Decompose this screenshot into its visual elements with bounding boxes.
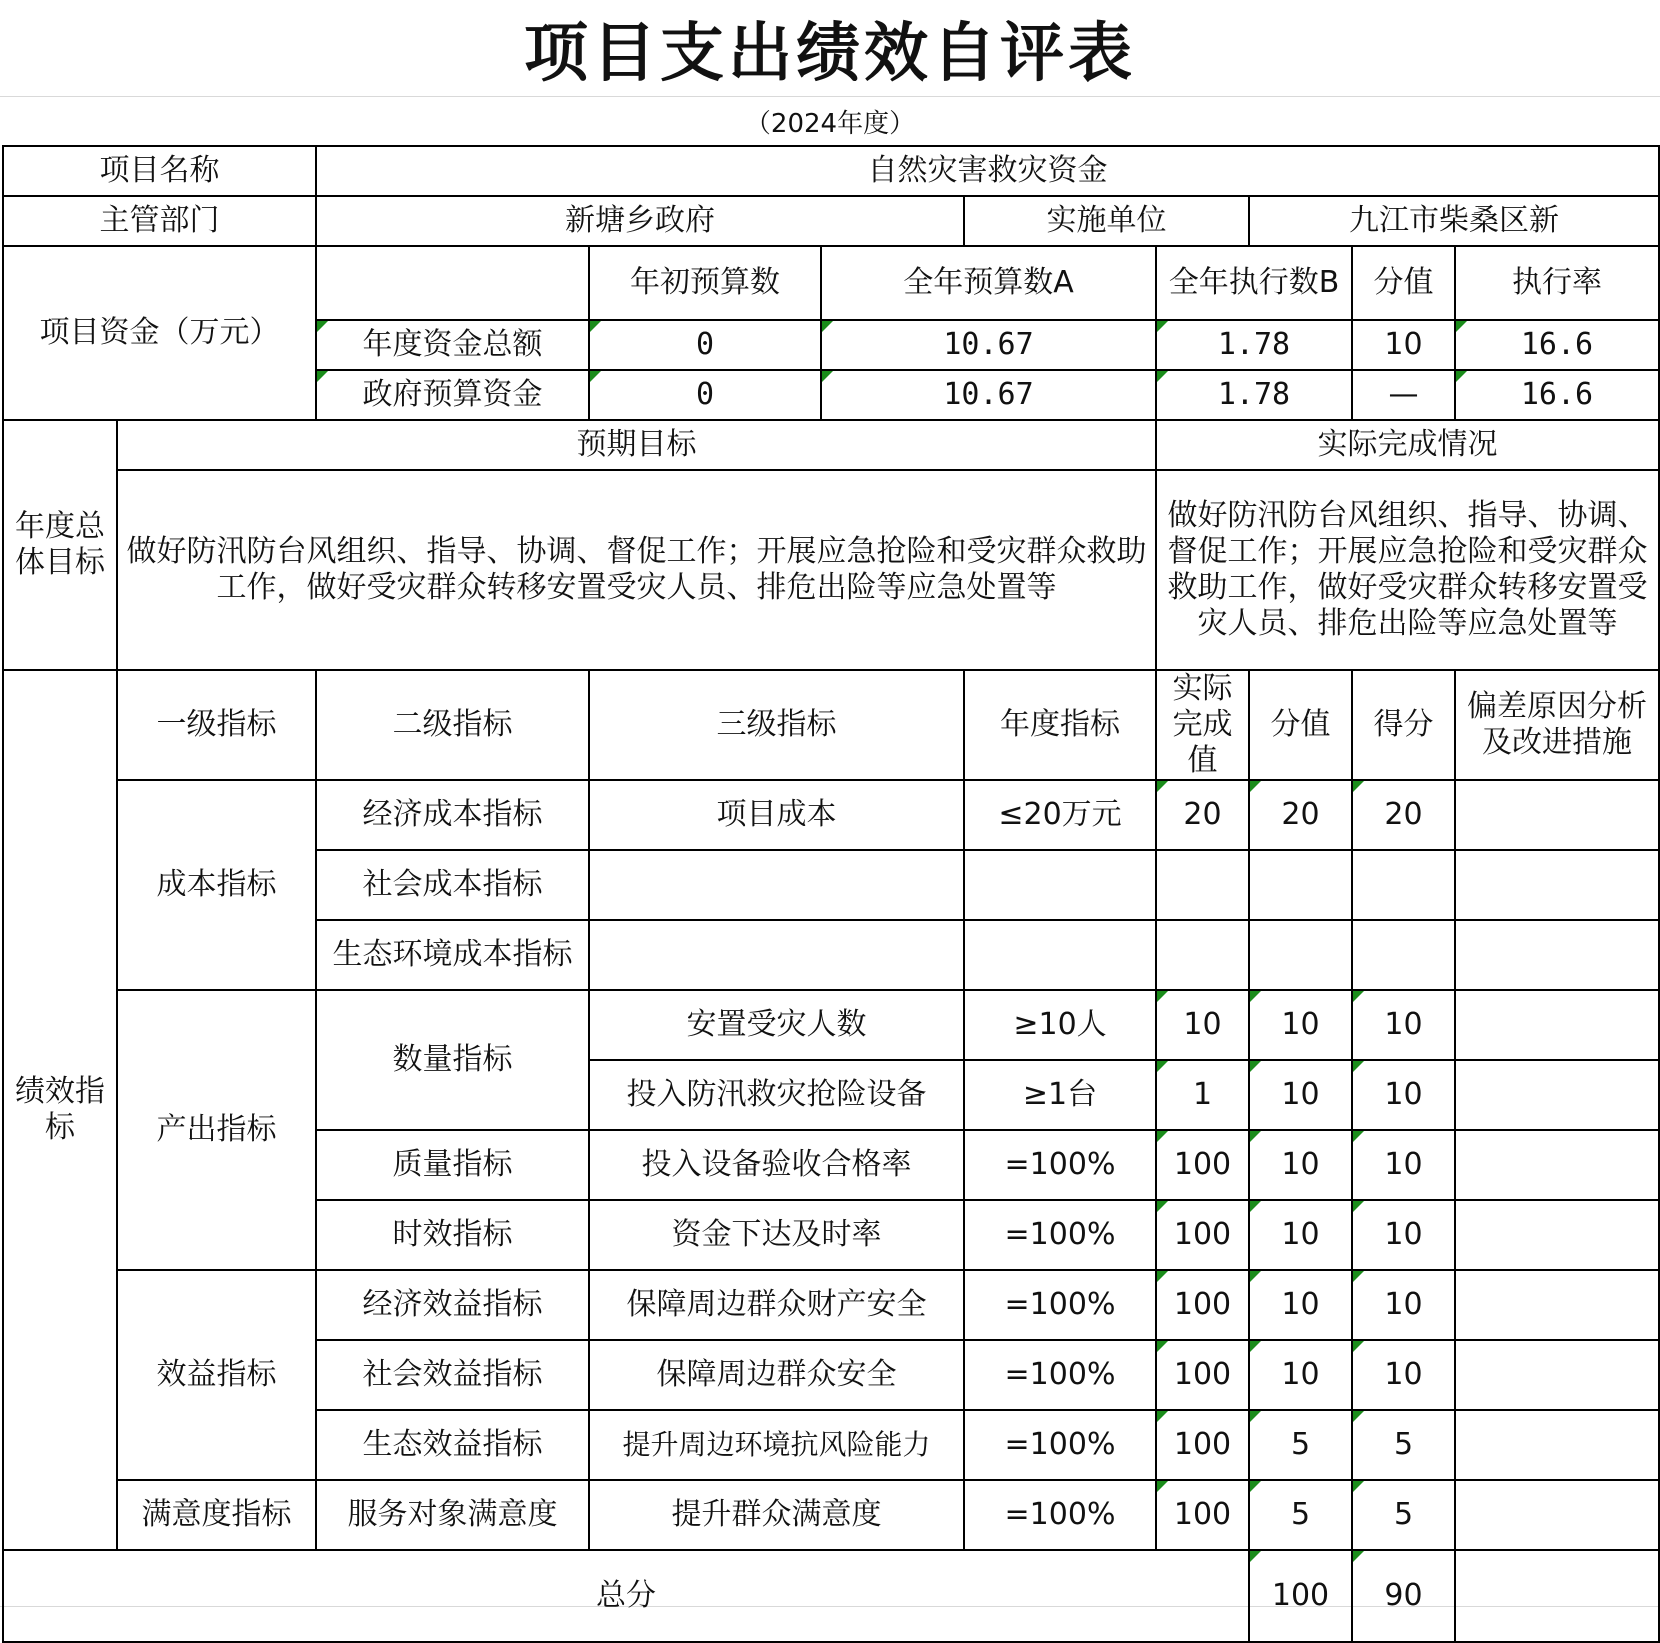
level3-cell[interactable]: 投入防汛救灾抢险设备 — [589, 1060, 964, 1130]
level2-cell[interactable]: 服务对象满意度 — [316, 1480, 589, 1550]
group-cost: 成本指标 — [117, 780, 316, 990]
level2-cell[interactable]: 生态环境成本指标 — [316, 920, 589, 990]
note-cell[interactable] — [1455, 1340, 1659, 1410]
fund-header-rate: 执行率 — [1455, 246, 1659, 320]
level2-cell[interactable]: 生态效益指标 — [316, 1410, 589, 1480]
impl-label: 实施单位 — [964, 196, 1249, 246]
note-cell[interactable] — [1455, 780, 1659, 850]
level2-cell[interactable]: 经济效益指标 — [316, 1270, 589, 1340]
note-cell[interactable] — [1455, 990, 1659, 1060]
fund-rate-cell[interactable]: 16.6 — [1455, 370, 1659, 420]
level2-cell[interactable]: 社会效益指标 — [316, 1340, 589, 1410]
header-score-value: 分值 — [1249, 670, 1352, 780]
note-cell[interactable] — [1455, 1130, 1659, 1200]
target-cell[interactable]: ≥1台 — [964, 1060, 1156, 1130]
note-cell[interactable] — [1455, 850, 1659, 920]
header-level2: 二级指标 — [316, 670, 589, 780]
level3-cell[interactable] — [589, 920, 964, 990]
level3-cell[interactable]: 提升群众满意度 — [589, 1480, 964, 1550]
page-title: 项目支出绩效自评表 — [524, 16, 1136, 91]
total-label: 总分 — [3, 1550, 1249, 1642]
perf-header-row — [3, 670, 1659, 780]
score-cell[interactable]: 10 — [1352, 1060, 1455, 1130]
score-cell[interactable]: 5 — [1352, 1410, 1455, 1480]
target-cell[interactable] — [964, 920, 1156, 990]
fund-score-value-cell[interactable]: — — [1352, 370, 1455, 420]
actual-cell[interactable]: 20 — [1156, 780, 1249, 850]
total-score[interactable]: 90 — [1352, 1550, 1455, 1642]
note-cell[interactable] — [1455, 920, 1659, 990]
level3-cell[interactable]: 资金下达及时率 — [589, 1200, 964, 1270]
score-value-cell[interactable]: 10 — [1249, 1340, 1352, 1410]
score-cell[interactable]: 20 — [1352, 780, 1455, 850]
fund-rate-cell[interactable]: 16.6 — [1455, 320, 1659, 370]
perf-label: 绩效指标 — [3, 670, 117, 1550]
actual-cell[interactable]: 1 — [1156, 1060, 1249, 1130]
score-cell[interactable]: 10 — [1352, 1270, 1455, 1340]
perf-row — [3, 1270, 1659, 1340]
target-cell[interactable]: =100% — [964, 1130, 1156, 1200]
score-value-cell[interactable]: 5 — [1249, 1410, 1352, 1480]
score-cell[interactable]: 10 — [1352, 1200, 1455, 1270]
evaluation-table — [2, 145, 1660, 1643]
target-cell[interactable] — [964, 850, 1156, 920]
expected-goal-header: 预期目标 — [117, 420, 1156, 470]
note-cell[interactable] — [1455, 1410, 1659, 1480]
score-value-cell[interactable]: 10 — [1249, 1130, 1352, 1200]
fund-header-row — [3, 246, 1659, 320]
score-value-cell[interactable]: 5 — [1249, 1480, 1352, 1550]
target-cell[interactable]: =100% — [964, 1270, 1156, 1340]
dept-value[interactable]: 新塘乡政府 — [316, 196, 964, 246]
project-name-row — [3, 146, 1659, 196]
target-cell[interactable]: =100% — [964, 1410, 1156, 1480]
header-target: 年度指标 — [964, 670, 1156, 780]
group-benefit: 效益指标 — [117, 1270, 316, 1480]
project-name-label: 项目名称 — [3, 146, 316, 196]
score-cell[interactable]: 10 — [1352, 1130, 1455, 1200]
score-value-cell[interactable]: 10 — [1249, 990, 1352, 1060]
level2-cell[interactable]: 质量指标 — [316, 1130, 589, 1200]
note-cell[interactable] — [1455, 1060, 1659, 1130]
actual-cell[interactable] — [1156, 850, 1249, 920]
fund-annual-cell[interactable]: 10.67 — [821, 370, 1156, 420]
header-score: 得分 — [1352, 670, 1455, 780]
actual-goal-text[interactable]: 做好防汛防台风组织、指导、协调、督促工作；开展应急抢险和受灾群众救助工作，做好受灾群众转移安置受灾人员、排危出险等应急处置等 — [1156, 470, 1659, 670]
level3-cell[interactable]: 保障周边群众财产安全 — [589, 1270, 964, 1340]
level3-cell[interactable]: 投入设备验收合格率 — [589, 1130, 964, 1200]
target-cell[interactable]: =100% — [964, 1480, 1156, 1550]
level3-cell[interactable]: 安置受灾人数 — [589, 990, 964, 1060]
score-value-cell[interactable]: 10 — [1249, 1060, 1352, 1130]
score-cell[interactable]: 5 — [1352, 1480, 1455, 1550]
note-cell[interactable] — [1455, 1200, 1659, 1270]
actual-cell[interactable]: 100 — [1156, 1130, 1249, 1200]
fund-header-executed: 全年执行数B — [1156, 246, 1352, 320]
level3-cell[interactable]: 保障周边群众安全 — [589, 1340, 964, 1410]
perf-row — [3, 990, 1659, 1060]
level2-cell[interactable]: 经济成本指标 — [316, 780, 589, 850]
goal-header-row — [3, 420, 1659, 470]
level2-cell[interactable]: 社会成本指标 — [316, 850, 589, 920]
perf-row — [3, 780, 1659, 850]
fund-executed-cell[interactable]: 1.78 — [1156, 320, 1352, 370]
level3-cell[interactable]: 提升周边环境抗风险能力 — [589, 1410, 964, 1480]
dept-label: 主管部门 — [3, 196, 316, 246]
actual-cell[interactable]: 100 — [1156, 1200, 1249, 1270]
expected-goal-text[interactable]: 做好防汛防台风组织、指导、协调、督促工作；开展应急抢险和受灾群众救助工作，做好受灾群众转移安置受灾人员、排危出险等应急处置等 — [117, 470, 1156, 670]
level2-cell[interactable]: 数量指标 — [316, 990, 589, 1130]
impl-value[interactable]: 九江市柴桑区新 — [1249, 196, 1659, 246]
actual-goal-header: 实际完成情况 — [1156, 420, 1659, 470]
header-deviation: 偏差原因分析及改进措施 — [1455, 670, 1659, 780]
group-satisfaction: 满意度指标 — [117, 1480, 316, 1550]
fund-annual-cell[interactable]: 10.67 — [821, 320, 1156, 370]
sheet-gridline — [0, 96, 1660, 97]
fund-executed-cell[interactable]: 1.78 — [1156, 370, 1352, 420]
header-level3: 三级指标 — [589, 670, 964, 780]
note-cell[interactable] — [1455, 1480, 1659, 1550]
actual-cell[interactable] — [1156, 920, 1249, 990]
score-value-cell[interactable] — [1249, 850, 1352, 920]
goal-content-row — [3, 470, 1659, 670]
target-cell[interactable]: =100% — [964, 1200, 1156, 1270]
score-value-cell[interactable] — [1249, 920, 1352, 990]
fund-row-name[interactable]: 年度资金总额 — [316, 320, 589, 370]
actual-cell[interactable]: 10 — [1156, 990, 1249, 1060]
score-value-cell[interactable]: 10 — [1249, 1200, 1352, 1270]
year-subtitle: （2024年度） — [744, 108, 916, 139]
project-name-value[interactable]: 自然灾害救灾资金 — [316, 146, 1659, 196]
department-row — [3, 196, 1659, 246]
level2-cell[interactable]: 时效指标 — [316, 1200, 589, 1270]
fund-initial-cell[interactable]: 0 — [589, 320, 821, 370]
note-cell[interactable] — [1455, 1270, 1659, 1340]
score-value-cell[interactable]: 20 — [1249, 780, 1352, 850]
score-cell[interactable]: 10 — [1352, 990, 1455, 1060]
group-output: 产出指标 — [117, 990, 316, 1270]
fund-initial-cell[interactable]: 0 — [589, 370, 821, 420]
header-level1: 一级指标 — [117, 670, 316, 780]
level3-cell[interactable] — [589, 850, 964, 920]
perf-row — [3, 1480, 1659, 1550]
score-cell[interactable] — [1352, 850, 1455, 920]
actual-cell[interactable]: 100 — [1156, 1480, 1249, 1550]
target-cell[interactable]: ≥10人 — [964, 990, 1156, 1060]
actual-cell[interactable]: 100 — [1156, 1270, 1249, 1340]
fund-header-blank — [316, 246, 589, 320]
target-cell[interactable]: ≤20万元 — [964, 780, 1156, 850]
fund-header-initial: 年初预算数 — [589, 246, 821, 320]
total-note[interactable] — [1455, 1550, 1659, 1642]
score-value-cell[interactable]: 10 — [1249, 1270, 1352, 1340]
header-actual: 实际完成值 — [1156, 670, 1249, 780]
fund-header-score-value: 分值 — [1352, 246, 1455, 320]
goal-label: 年度总体目标 — [3, 420, 117, 670]
total-score-value[interactable]: 100 — [1249, 1550, 1352, 1642]
score-cell[interactable] — [1352, 920, 1455, 990]
actual-cell[interactable]: 100 — [1156, 1340, 1249, 1410]
fund-label: 项目资金（万元） — [3, 246, 316, 420]
fund-header-annual: 全年预算数A — [821, 246, 1156, 320]
score-cell[interactable]: 10 — [1352, 1340, 1455, 1410]
level3-cell[interactable]: 项目成本 — [589, 780, 964, 850]
fund-score-value-cell[interactable]: 10 — [1352, 320, 1455, 370]
fund-row-name[interactable]: 政府预算资金 — [316, 370, 589, 420]
total-row — [3, 1550, 1659, 1642]
actual-cell[interactable]: 100 — [1156, 1410, 1249, 1480]
target-cell[interactable]: =100% — [964, 1340, 1156, 1410]
